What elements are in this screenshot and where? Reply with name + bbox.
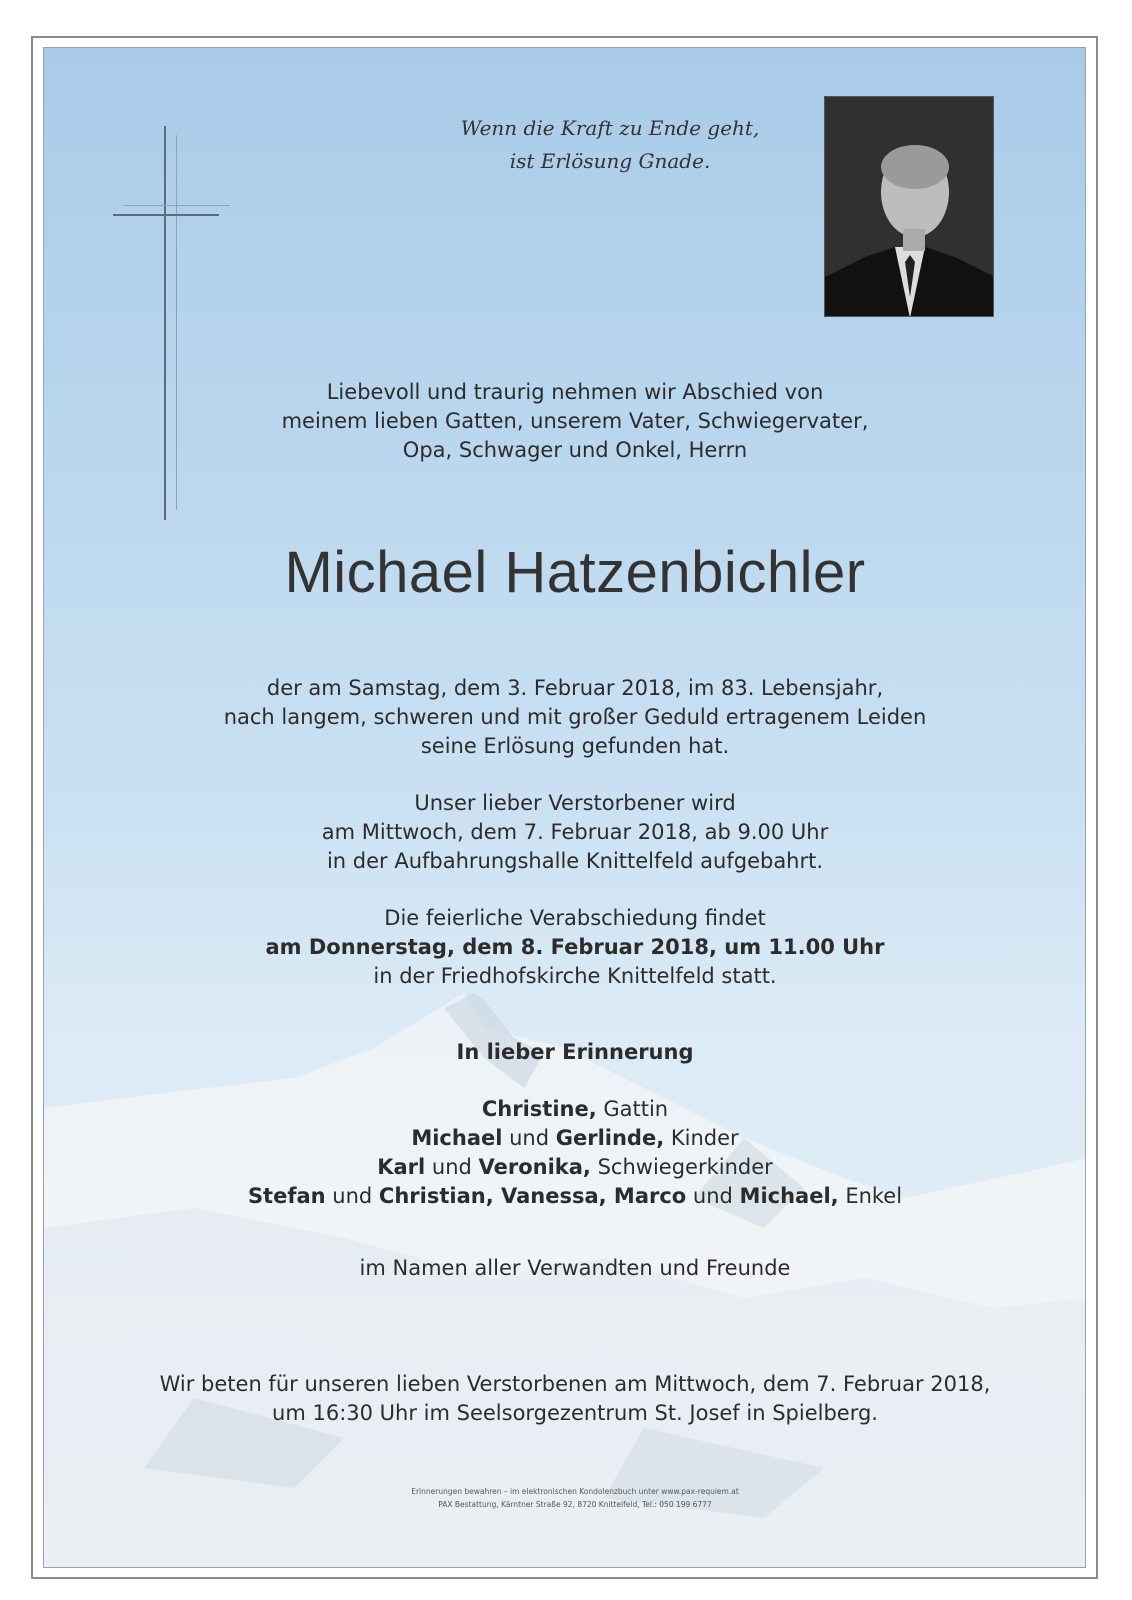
family-list — [150, 1095, 1000, 1211]
portrait-photo — [824, 96, 994, 317]
death-notice — [150, 674, 1000, 761]
closing-line: im Namen aller Verwandten und Freunde — [359, 1256, 791, 1280]
memorial-quote — [440, 112, 780, 178]
footer-line-1: Erinnerungen bewahren – im elektronischen Kondolenzbuch unter www.pax-requiem.at — [411, 1487, 739, 1496]
farewell-line-2: am Donnerstag, dem 8. Februar 2018, um 11.00 Uhr — [265, 935, 885, 959]
quote-line-1: Wenn die Kraft zu Ende geht, — [460, 116, 760, 140]
death-line-2: nach langem, schweren und mit großer Geduld ertragenem Leiden — [223, 705, 927, 729]
footer — [300, 1485, 850, 1511]
intro-line-2: meinem lieben Gatten, unserem Vater, Schwiegervater, — [281, 409, 869, 433]
family-children: Michael und Gerlinde, Kinder — [411, 1126, 739, 1150]
death-line-3: seine Erlösung gefunden hat. — [420, 734, 730, 758]
death-line-1: der am Samstag, dem 3. Februar 2018, im 83. Lebensjahr, — [266, 676, 884, 700]
family-inlaws: Karl und Veronika, Schwiegerkinder — [377, 1155, 773, 1179]
cross-horizontal-shadow — [124, 205, 230, 206]
farewell-info — [150, 904, 1000, 991]
viewing-info — [150, 789, 1000, 876]
farewell-line-3: in der Friedhofskirche Knittelfeld statt. — [373, 964, 777, 988]
family-wife: Christine, Gattin — [481, 1097, 669, 1121]
prayer-info — [100, 1370, 1050, 1428]
prayer-line-1: Wir beten für unseren lieben Verstorbenen am Mittwoch, dem 7. Februar 2018, — [159, 1372, 991, 1396]
family-grandchildren: Stefan und Christian, Vanessa, Marco und Michael, Enkel — [247, 1184, 903, 1208]
intro-text — [150, 378, 1000, 465]
memory-heading: In lieber Erinnerung — [456, 1040, 694, 1064]
footer-line-2: PAX Bestattung, Kärntner Straße 92, 8720 Knittelfeld, Tel.: 050 199 6777 — [438, 1500, 712, 1509]
portrait-icon — [825, 97, 994, 317]
cross-horizontal-line — [113, 214, 219, 216]
farewell-line-1: Die feierliche Verabschiedung findet — [384, 906, 766, 930]
deceased-name: Michael Hatzenbichler — [284, 540, 866, 605]
viewing-line-2: am Mittwoch, dem 7. Februar 2018, ab 9.00 Uhr — [321, 820, 829, 844]
viewing-line-3: in der Aufbahrungshalle Knittelfeld aufgebahrt. — [326, 849, 824, 873]
prayer-line-2: um 16:30 Uhr im Seelsorgezentrum St. Josef in Spielberg. — [272, 1401, 878, 1425]
intro-line-3: Opa, Schwager und Onkel, Herrn — [402, 438, 748, 462]
viewing-line-1: Unser lieber Verstorbener wird — [414, 791, 736, 815]
quote-line-2: ist Erlösung Gnade. — [509, 149, 711, 173]
intro-line-1: Liebevoll und traurig nehmen wir Abschied von — [326, 380, 824, 404]
